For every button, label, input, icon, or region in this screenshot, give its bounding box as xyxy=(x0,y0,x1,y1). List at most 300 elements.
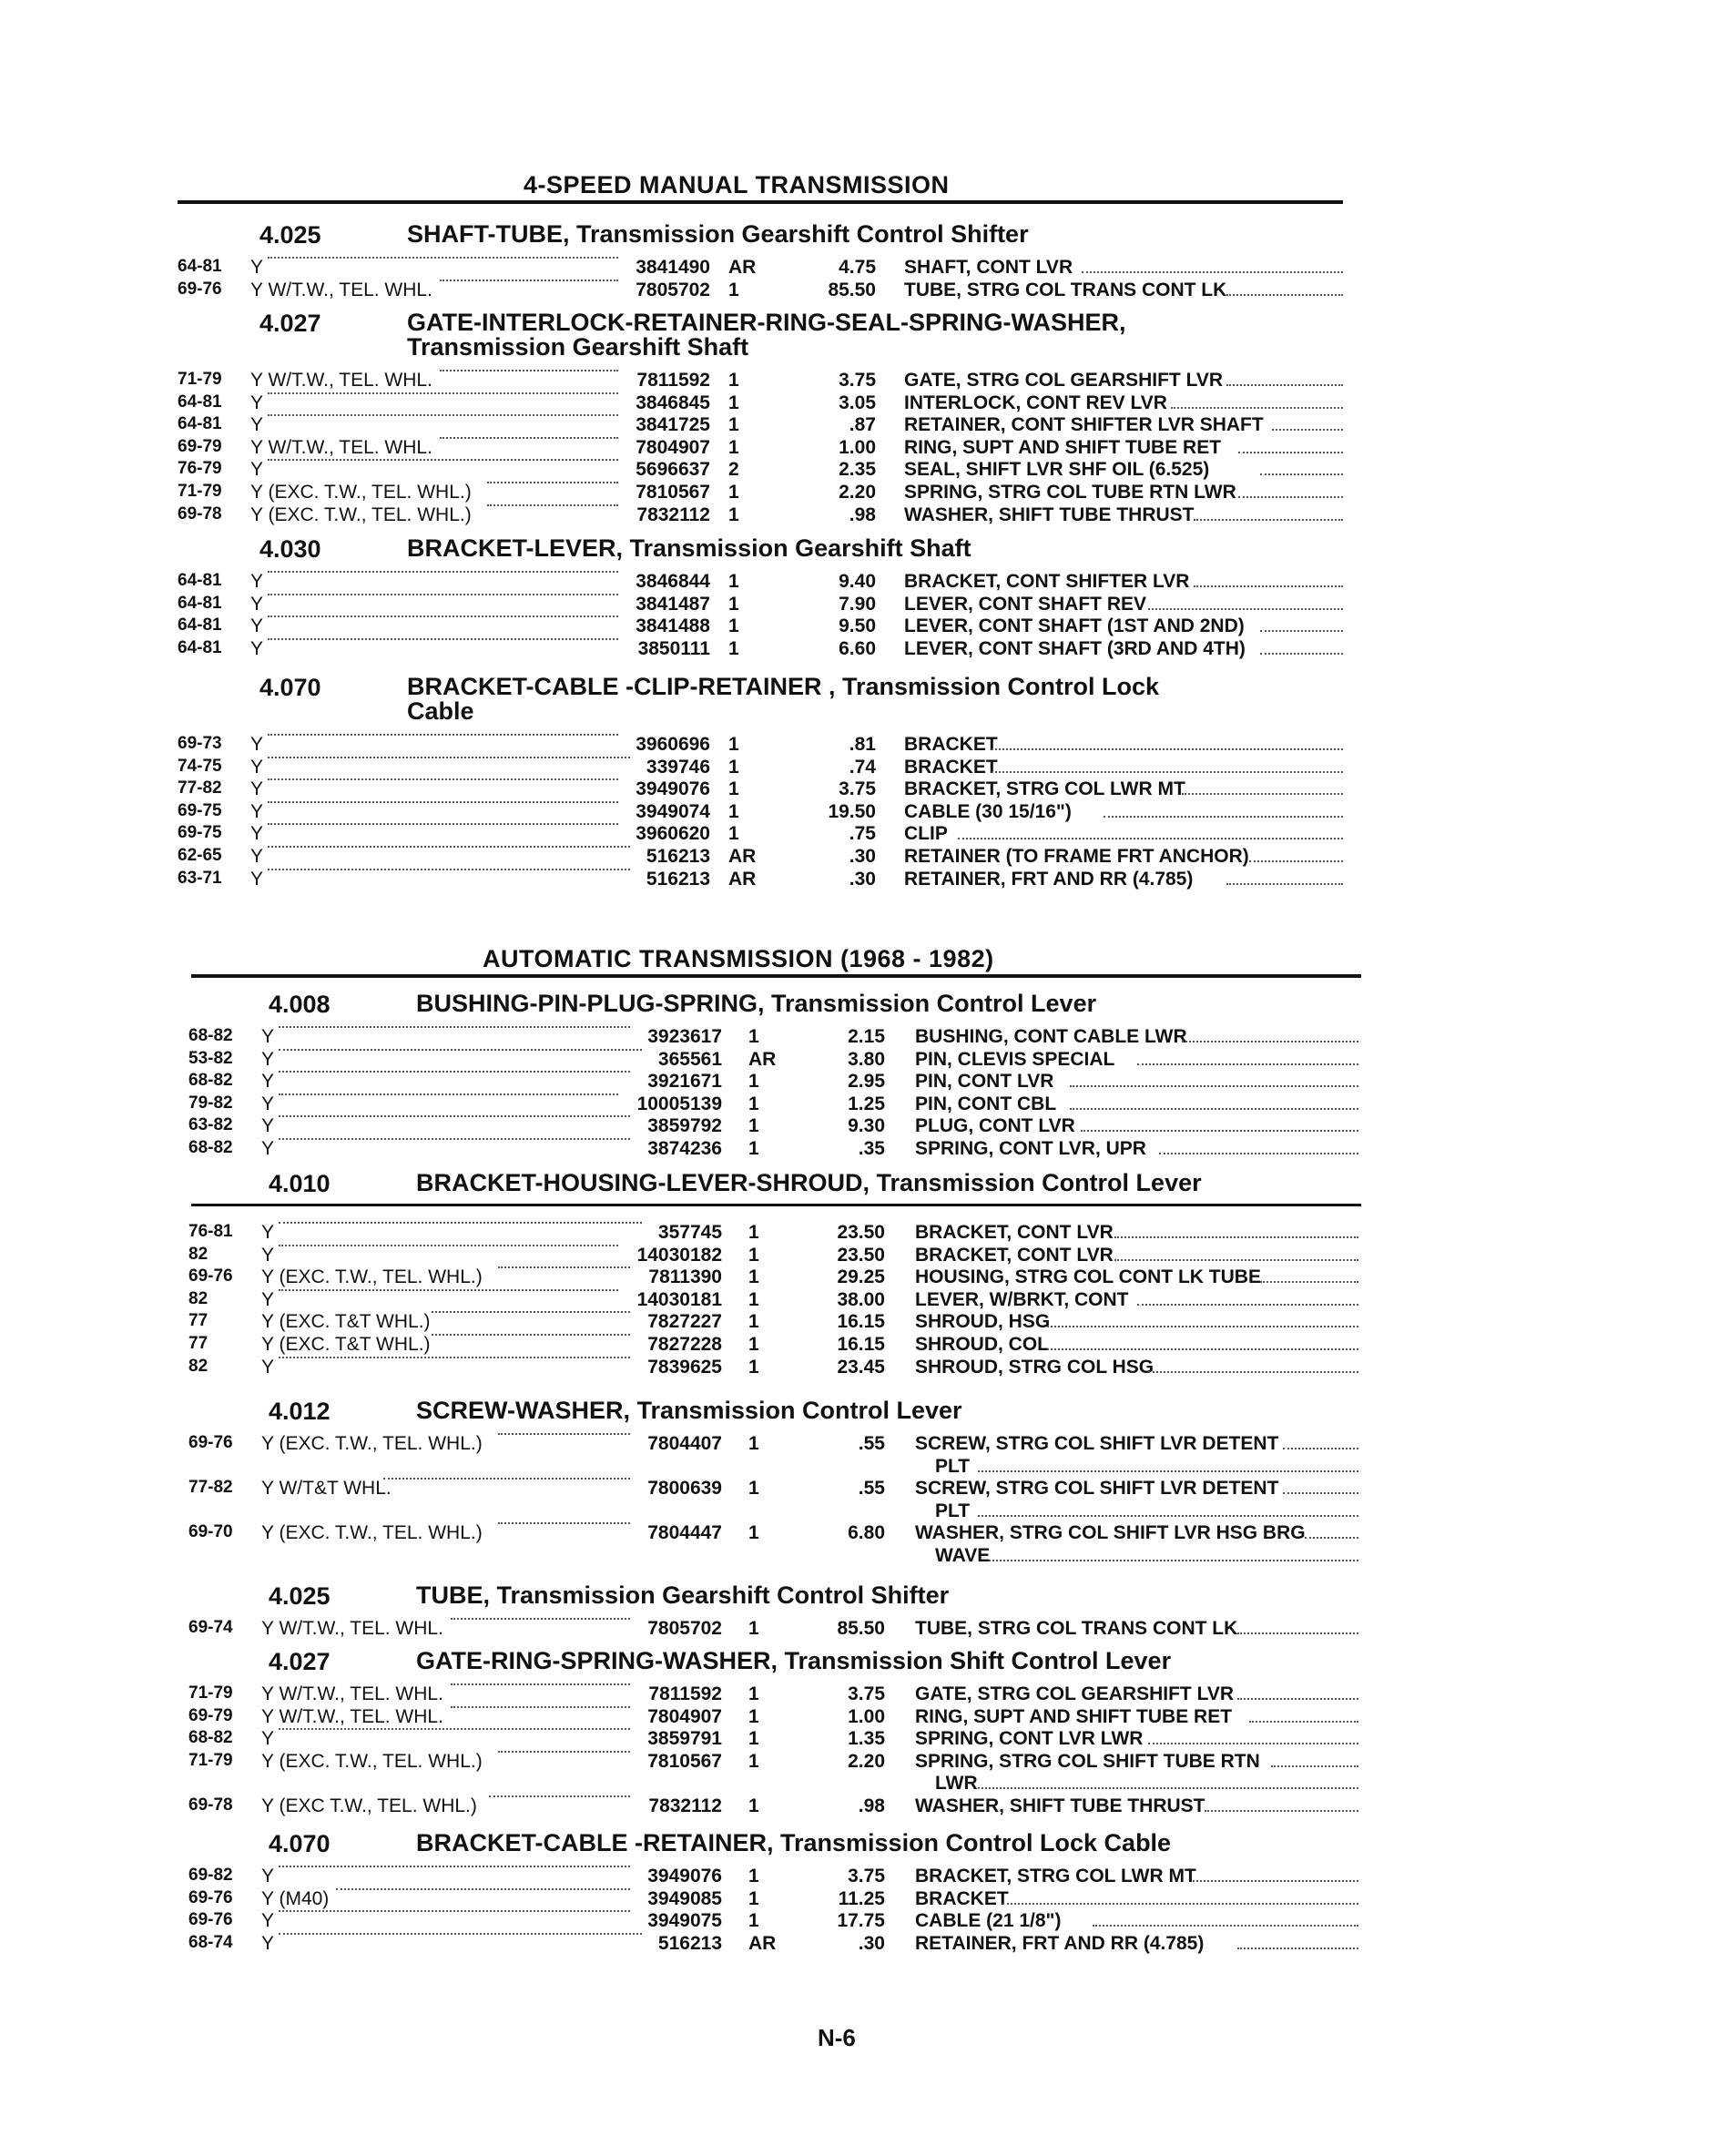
description: BRACKET xyxy=(904,734,998,755)
group-title: GATE-RING-SPRING-WASHER, Transmission Shift Control Lever xyxy=(416,1647,1172,1674)
price: 3.75 xyxy=(839,778,876,800)
leader-dots xyxy=(1272,429,1343,431)
leader-dots xyxy=(1238,496,1343,498)
table-row xyxy=(188,1866,1358,1888)
application: Y xyxy=(261,1026,275,1047)
price: 1.00 xyxy=(848,1705,885,1727)
table-row xyxy=(188,1266,1358,1289)
leader-dots xyxy=(1171,407,1343,409)
application: Y xyxy=(250,846,264,867)
quantity: 1 xyxy=(748,1138,759,1159)
table-row xyxy=(188,1433,1358,1478)
part-number: 3949075 xyxy=(647,1910,722,1932)
quantity: 1 xyxy=(728,778,739,800)
leader-dots xyxy=(336,1888,631,1890)
price: 1.00 xyxy=(839,436,876,458)
description: CABLE (21 1/8") xyxy=(915,1910,1062,1932)
table-row xyxy=(188,1522,1358,1567)
price: 2.20 xyxy=(848,1750,885,1772)
part-number: 516213 xyxy=(646,868,710,890)
price: 17.75 xyxy=(837,1910,885,1932)
application: Y (EXC. T&T WHL.) xyxy=(261,1311,431,1333)
leader-dots xyxy=(958,838,1343,839)
leader-dots xyxy=(1182,793,1343,795)
model-years: 82 xyxy=(188,1356,209,1376)
leader-dots xyxy=(279,1728,631,1730)
description: SHAFT, CONT LVR xyxy=(904,257,1073,278)
leader-dots xyxy=(1205,1810,1359,1812)
model-years: 69-79 xyxy=(188,1705,233,1725)
group-number: 4.025 xyxy=(259,221,321,249)
section-title: 4-SPEED MANUAL TRANSMISSION xyxy=(524,171,950,198)
model-years: 71-79 xyxy=(188,1750,233,1770)
table-row xyxy=(178,280,1343,302)
group-title: SCREW-WASHER, Transmission Control Lever xyxy=(416,1397,962,1424)
model-years: 69-76 xyxy=(188,1910,233,1930)
quantity: 1 xyxy=(728,503,739,525)
description: BRACKET, STRG COL LWR MT xyxy=(904,778,1185,800)
description: WAVE xyxy=(935,1544,991,1566)
leader-dots xyxy=(279,1933,643,1935)
quantity: AR xyxy=(728,257,757,278)
leader-dots xyxy=(268,801,619,803)
price: 3.75 xyxy=(848,1866,885,1886)
price: 2.35 xyxy=(839,459,876,481)
part-number: 3923617 xyxy=(647,1026,722,1047)
leader-dots xyxy=(432,1311,631,1313)
part-number: 7804907 xyxy=(647,1705,722,1727)
model-years: 63-82 xyxy=(188,1115,233,1135)
leader-dots xyxy=(279,1115,631,1117)
leader-dots xyxy=(498,1751,630,1753)
model-years: 62-65 xyxy=(178,846,222,865)
leader-dots xyxy=(432,1334,631,1336)
price: 23.50 xyxy=(837,1244,885,1266)
quantity: 1 xyxy=(748,1522,759,1544)
leader-dots xyxy=(1194,519,1344,521)
table-row xyxy=(188,1289,1358,1312)
leader-dots xyxy=(279,1138,631,1140)
model-years: 68-82 xyxy=(188,1071,233,1091)
leader-dots xyxy=(268,734,619,736)
leader-dots xyxy=(1260,473,1343,475)
table-row xyxy=(178,757,1343,779)
description: TUBE, STRG COL TRANS CONT LK xyxy=(915,1618,1238,1639)
section-divider xyxy=(191,974,1361,978)
leader-dots xyxy=(1070,1108,1358,1110)
part-number: 3846844 xyxy=(636,571,710,592)
quantity: 1 xyxy=(748,1266,759,1288)
table-row xyxy=(178,414,1343,437)
description: SHROUD, STRG COL HSG xyxy=(915,1356,1154,1378)
application: Y xyxy=(261,1138,275,1159)
group-title: BRACKET-CABLE -CLIP-RETAINER , Transmission Control Lock xyxy=(407,673,1160,700)
price: .55 xyxy=(858,1478,885,1500)
leader-dots xyxy=(268,846,631,848)
part-number: 7832112 xyxy=(648,1795,722,1816)
table-row xyxy=(178,482,1343,504)
quantity: 1 xyxy=(728,593,739,615)
price: .81 xyxy=(849,734,876,755)
part-number: 3841487 xyxy=(636,593,710,615)
application: Y xyxy=(250,868,264,890)
leader-dots xyxy=(1271,1765,1358,1767)
model-years: 68-82 xyxy=(188,1728,233,1748)
quantity: 1 xyxy=(728,436,739,458)
application: Y xyxy=(250,756,264,778)
description: PIN, CONT LVR xyxy=(915,1071,1054,1093)
application: Y (EXC. T&T WHL.) xyxy=(261,1334,431,1355)
part-number: 7811592 xyxy=(648,1683,722,1704)
application: Y xyxy=(261,1288,275,1310)
quantity: 1 xyxy=(748,1071,759,1093)
description: LEVER, CONT SHAFT REV xyxy=(904,593,1147,615)
part-number: 7827227 xyxy=(647,1311,722,1333)
group-title: BRACKET-CABLE -RETAINER, Transmission Control Lock Cable xyxy=(416,1829,1172,1856)
model-years: 69-82 xyxy=(188,1866,233,1885)
price: 16.15 xyxy=(837,1334,885,1355)
description: INTERLOCK, CONT REV LVR xyxy=(904,392,1167,413)
part-number: 3949085 xyxy=(647,1887,722,1909)
table-row xyxy=(178,734,1343,757)
application: Y W/T.W., TEL. WHL. xyxy=(250,279,432,300)
quantity: 1 xyxy=(748,1887,759,1909)
model-years: 64-81 xyxy=(178,615,222,636)
application: Y xyxy=(261,1244,275,1266)
part-number: 357745 xyxy=(657,1222,722,1243)
leader-dots xyxy=(1305,1537,1358,1539)
model-years: 69-76 xyxy=(178,279,222,299)
model-years: 69-76 xyxy=(188,1887,233,1907)
table-row xyxy=(188,1334,1358,1357)
application: Y W/T.W., TEL. WHL. xyxy=(261,1705,443,1727)
part-number: 5696637 xyxy=(636,459,710,481)
leader-dots xyxy=(1249,1721,1358,1723)
model-years: 69-79 xyxy=(178,436,222,456)
part-number: 7827228 xyxy=(647,1334,722,1355)
description: SCREW, STRG COL SHIFT LVR DETENT xyxy=(915,1478,1279,1500)
price: 1.35 xyxy=(848,1728,885,1750)
application: Y xyxy=(261,1932,275,1954)
part-number: 3859792 xyxy=(647,1115,722,1137)
part-number: 3960696 xyxy=(636,734,710,755)
leader-dots xyxy=(1194,585,1344,587)
leader-dots xyxy=(268,414,619,416)
leader-dots xyxy=(1137,1304,1358,1306)
quantity: 2 xyxy=(728,459,739,481)
application: Y xyxy=(250,414,264,436)
description: WASHER, SHIFT TUBE THRUST xyxy=(915,1795,1205,1816)
part-number: 3846845 xyxy=(636,392,710,413)
model-years: 79-82 xyxy=(188,1093,233,1113)
page-number: N-6 xyxy=(818,2024,856,2051)
leader-dots xyxy=(498,1266,630,1268)
application: Y xyxy=(261,1115,275,1137)
part-number: 3841488 xyxy=(636,615,710,637)
model-years: 71-79 xyxy=(188,1683,233,1703)
leader-dots xyxy=(1002,1903,1358,1905)
quantity: AR xyxy=(728,846,757,867)
quantity: AR xyxy=(728,868,757,890)
table-row xyxy=(178,392,1343,415)
price: 85.50 xyxy=(828,279,876,300)
description: LWR xyxy=(935,1773,978,1795)
description: RETAINER, FRT AND RR (4.785) xyxy=(904,868,1194,890)
application: Y W/T&T WHL. xyxy=(261,1478,392,1500)
leader-dots xyxy=(279,1910,631,1912)
part-number: 3859791 xyxy=(647,1728,722,1750)
description: BRACKET, STRG COL LWR MT xyxy=(915,1866,1196,1886)
price: .74 xyxy=(849,756,876,778)
price: 9.30 xyxy=(848,1115,885,1137)
description: CLIP xyxy=(904,823,948,845)
model-years: 64-81 xyxy=(178,593,222,613)
quantity: 1 xyxy=(748,1222,759,1243)
group-number: 4.010 xyxy=(269,1170,331,1197)
group-number: 4.012 xyxy=(269,1398,331,1425)
application: Y xyxy=(261,1071,275,1093)
description: LEVER, CONT SHAFT (3RD AND 4TH) xyxy=(904,637,1246,659)
group-number: 4.027 xyxy=(269,1648,331,1675)
quantity: 1 xyxy=(728,279,739,300)
description: PLUG, CONT LVR xyxy=(915,1115,1075,1137)
application: Y (EXC. T.W., TEL. WHL.) xyxy=(250,503,472,525)
leader-dots xyxy=(268,823,619,825)
price: 9.40 xyxy=(839,571,876,592)
leader-dots xyxy=(498,1522,630,1524)
description: PLT xyxy=(935,1455,971,1477)
table-row xyxy=(178,459,1343,482)
group-number: 4.030 xyxy=(259,535,321,563)
leader-dots xyxy=(1249,860,1343,862)
quantity: 1 xyxy=(748,1093,759,1114)
description: PLT xyxy=(935,1500,971,1521)
table-row xyxy=(188,1026,1358,1049)
price: 16.15 xyxy=(837,1311,885,1333)
model-years: 76-79 xyxy=(178,459,222,479)
price: 2.20 xyxy=(839,482,876,503)
description: HOUSING, STRG COL CONT LK TUBE xyxy=(915,1266,1261,1288)
part-number: 3841490 xyxy=(636,257,710,278)
price: 29.25 xyxy=(837,1266,885,1288)
table-row xyxy=(188,1706,1358,1729)
description: RETAINER, CONT SHIFTER LVR SHAFT xyxy=(904,414,1264,436)
price: 4.75 xyxy=(839,257,876,278)
leader-dots xyxy=(1093,1925,1359,1927)
group-title: Transmission Gearshift Shaft xyxy=(407,333,749,361)
group-header xyxy=(259,674,1343,728)
description: BRACKET xyxy=(915,1887,1009,1909)
application: Y (EXC. T.W., TEL. WHL.) xyxy=(261,1522,483,1544)
application: Y W/T.W., TEL. WHL. xyxy=(250,436,432,458)
quantity: 1 xyxy=(748,1334,759,1355)
part-number: 7810567 xyxy=(647,1750,722,1772)
description: LEVER, CONT SHAFT (1ST AND 2ND) xyxy=(904,615,1245,637)
table-row xyxy=(188,1910,1358,1933)
part-number: 7811592 xyxy=(636,370,710,391)
leader-dots xyxy=(1226,294,1343,296)
leader-dots xyxy=(268,869,631,870)
application: Y (EXC. T.W., TEL. WHL.) xyxy=(261,1750,483,1772)
model-years: 64-81 xyxy=(178,571,222,590)
description: SPRING, CONT LVR LWR xyxy=(915,1728,1144,1750)
description: BUSHING, CONT CABLE LWR xyxy=(915,1026,1187,1047)
application: Y xyxy=(250,593,264,615)
description: SHROUD, COL xyxy=(915,1334,1049,1355)
model-years: 77 xyxy=(188,1311,209,1331)
application: Y W/T.W., TEL. WHL. xyxy=(261,1618,443,1639)
table-row xyxy=(188,1751,1358,1795)
model-years: 77-82 xyxy=(188,1478,233,1498)
quantity: 1 xyxy=(748,1115,759,1137)
leader-dots xyxy=(268,615,619,617)
leader-dots xyxy=(1237,1698,1358,1700)
price: 2.15 xyxy=(848,1026,885,1047)
table-row xyxy=(178,869,1343,891)
leader-dots xyxy=(1260,630,1343,632)
model-years: 68-82 xyxy=(188,1026,233,1045)
leader-dots xyxy=(1114,1259,1358,1261)
leader-dots xyxy=(978,1787,1358,1789)
quantity: 1 xyxy=(748,1705,759,1727)
leader-dots xyxy=(268,392,619,394)
table-row xyxy=(178,615,1343,638)
table-row xyxy=(178,778,1343,801)
leader-dots xyxy=(1082,271,1344,273)
description: SPRING, CONT LVR, UPR xyxy=(915,1138,1146,1159)
model-years: 76-81 xyxy=(188,1222,233,1241)
leader-dots xyxy=(279,1222,643,1224)
price: .98 xyxy=(858,1795,885,1816)
table-row xyxy=(178,257,1343,280)
application: Y xyxy=(250,615,264,637)
model-years: 82 xyxy=(188,1288,209,1308)
table-row xyxy=(188,1049,1358,1072)
leader-dots xyxy=(1148,1371,1358,1373)
part-number: 3921671 xyxy=(647,1071,722,1093)
quantity: 1 xyxy=(728,414,739,436)
leader-dots xyxy=(487,482,618,483)
leader-dots xyxy=(440,370,619,371)
model-years: 71-79 xyxy=(178,482,222,501)
leader-dots xyxy=(268,638,619,640)
application: Y xyxy=(261,1866,275,1886)
table-row xyxy=(178,823,1343,846)
leader-dots xyxy=(1260,1281,1358,1283)
application: Y xyxy=(250,392,264,413)
price: .98 xyxy=(849,503,876,525)
price: 3.75 xyxy=(848,1683,885,1704)
part-number: 365561 xyxy=(657,1048,722,1070)
section-divider xyxy=(178,200,1343,204)
application: Y xyxy=(261,1356,275,1378)
description: WASHER, STRG COL SHIFT LVR HSG BRG xyxy=(915,1522,1306,1544)
leader-dots xyxy=(1070,1085,1358,1087)
leader-dots xyxy=(1283,1448,1358,1449)
leader-dots xyxy=(1193,1880,1358,1882)
price: 23.45 xyxy=(837,1356,885,1378)
leader-dots xyxy=(279,1866,631,1867)
table-row xyxy=(188,1222,1358,1245)
model-years: 68-82 xyxy=(188,1138,233,1157)
price: .55 xyxy=(858,1433,885,1454)
application: Y xyxy=(261,1222,275,1243)
quantity: 1 xyxy=(748,1866,759,1886)
leader-dots xyxy=(1114,1236,1358,1238)
part-number: 7832112 xyxy=(636,503,710,525)
description: PIN, CONT CBL xyxy=(915,1093,1057,1114)
group-header xyxy=(259,310,1343,364)
price: 85.50 xyxy=(837,1618,885,1639)
part-number: 10005139 xyxy=(636,1093,722,1114)
quantity: 1 xyxy=(728,571,739,592)
leader-dots xyxy=(489,1795,631,1797)
leader-dots xyxy=(440,437,619,439)
quantity: AR xyxy=(748,1048,777,1070)
part-number: 3874236 xyxy=(647,1138,722,1159)
price: 23.50 xyxy=(837,1222,885,1243)
model-years: 69-70 xyxy=(188,1522,233,1542)
leader-dots xyxy=(279,1093,619,1095)
application: Y xyxy=(261,1728,275,1750)
price: 11.25 xyxy=(838,1887,885,1909)
price: .75 xyxy=(849,823,876,845)
quantity: 1 xyxy=(728,734,739,755)
quantity: 1 xyxy=(748,1683,759,1704)
leader-dots xyxy=(1237,1948,1358,1949)
description: SPRING, STRG COL SHIFT TUBE RTN xyxy=(915,1750,1260,1772)
leader-dots xyxy=(1047,1348,1358,1350)
group-number: 4.070 xyxy=(259,674,321,701)
application: Y W/T.W., TEL. WHL. xyxy=(261,1683,443,1704)
application: Y xyxy=(250,734,264,755)
table-row xyxy=(188,1311,1358,1334)
application: Y (EXC. T.W., TEL. WHL.) xyxy=(250,482,472,503)
table-row xyxy=(188,1115,1358,1138)
leader-dots xyxy=(487,504,618,506)
part-number: 7804407 xyxy=(647,1433,722,1454)
quantity: 1 xyxy=(728,823,739,845)
description: BRACKET xyxy=(904,756,998,778)
model-years: 64-81 xyxy=(178,257,222,276)
part-number: 516213 xyxy=(657,1932,722,1954)
group-title: Cable xyxy=(407,697,474,725)
description: WASHER, SHIFT TUBE THRUST xyxy=(904,503,1195,525)
description: GATE, STRG COL GEARSHIFT LVR xyxy=(904,370,1224,391)
table-row xyxy=(188,1138,1358,1161)
leader-dots xyxy=(451,1706,631,1708)
price: 3.75 xyxy=(839,370,876,391)
quantity: 1 xyxy=(748,1478,759,1500)
quantity: 1 xyxy=(728,482,739,503)
table-row xyxy=(178,846,1343,869)
leader-dots xyxy=(451,1683,631,1685)
table-row xyxy=(188,1618,1358,1641)
table-row xyxy=(188,1245,1358,1267)
part-number: 3850111 xyxy=(637,637,710,659)
model-years: 74-75 xyxy=(178,756,222,776)
leader-dots xyxy=(1182,1041,1358,1042)
description: SHROUD, HSG xyxy=(915,1311,1051,1333)
quantity: AR xyxy=(748,1932,777,1954)
description: RETAINER (TO FRAME FRT ANCHOR) xyxy=(904,846,1249,867)
leader-dots xyxy=(498,1433,630,1435)
model-years: 64-81 xyxy=(178,414,222,434)
group-number: 4.027 xyxy=(259,310,321,337)
leader-dots xyxy=(268,459,619,461)
table-row xyxy=(188,1933,1358,1956)
price: 3.80 xyxy=(848,1048,885,1070)
